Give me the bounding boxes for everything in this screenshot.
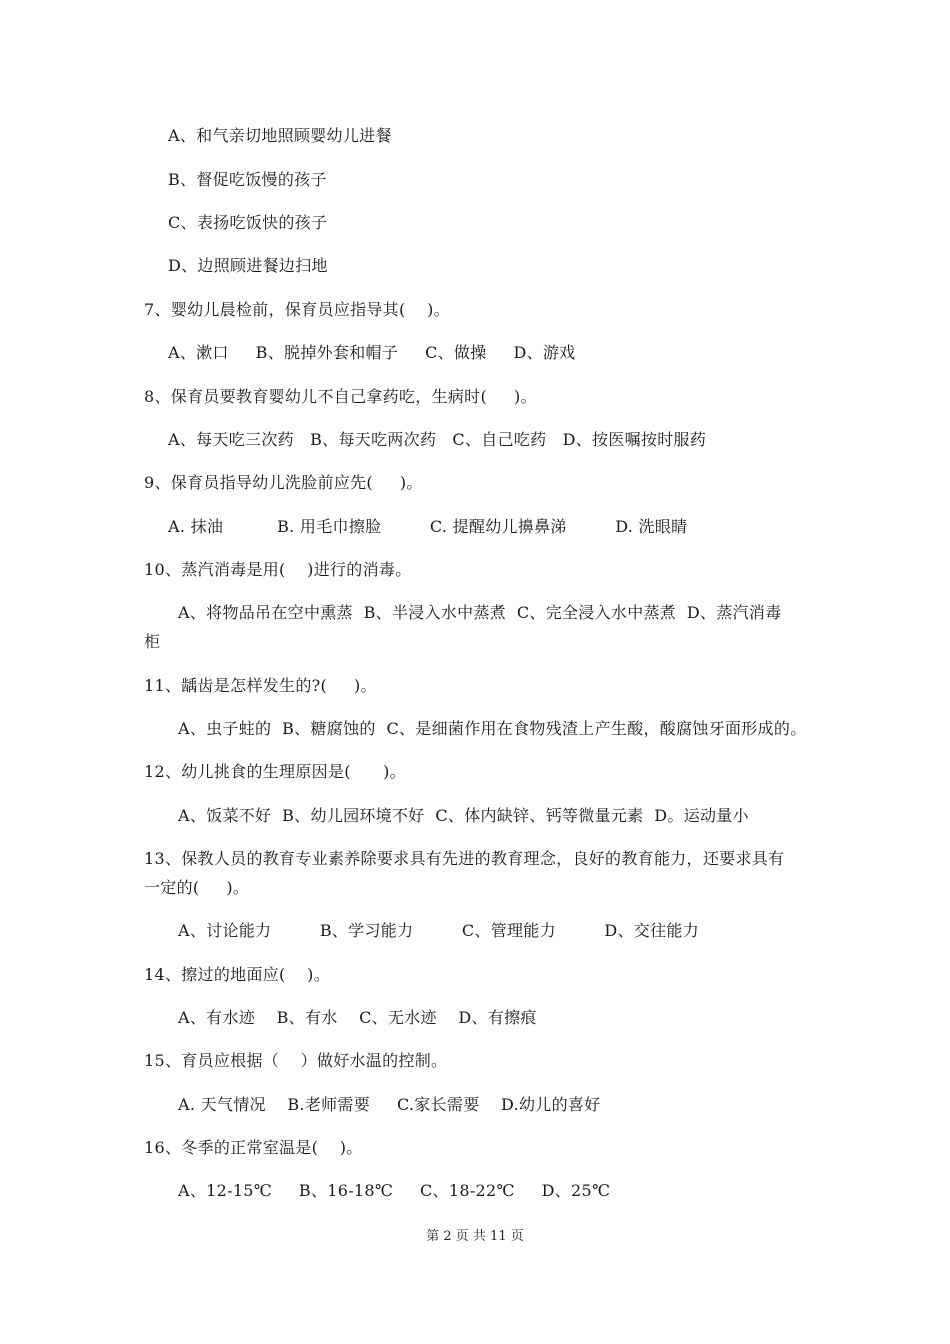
q6-option-b: B、督促吃饭慢的孩子 — [168, 170, 327, 189]
question-10-options-continued: 柜 — [144, 632, 161, 651]
question-8: 8、保育员要教育婴幼儿不自己拿药吃，生病时( )。 — [144, 387, 537, 406]
question-14: 14、擦过的地面应( )。 — [144, 965, 330, 984]
question-16: 16、冬季的正常室温是( )。 — [144, 1138, 363, 1157]
question-13-continued: 一定的( )。 — [144, 878, 250, 897]
q6-option-c: C、表扬吃饭快的孩子 — [168, 213, 328, 232]
question-10: 10、蒸汽消毒是用( )进行的消毒。 — [144, 560, 412, 579]
page-footer: 第 2 页 共 11 页 — [426, 1229, 524, 1244]
question-15-options: A. 天气情况 B.老师需要 C.家长需要 D.幼儿的喜好 — [178, 1095, 601, 1114]
question-13: 13、保教人员的教育专业素养除要求具有先进的教育理念，良好的教育能力，还要求具有 — [144, 849, 785, 868]
question-12-options: A、饭菜不好 B、幼儿园环境不好 C、体内缺锌、钙等微量元素 D。运动量小 — [178, 806, 749, 825]
question-8-options: A、每天吃三次药 B、每天吃两次药 C、自己吃药 D、按医嘱按时服药 — [168, 430, 707, 449]
question-13-options: A、讨论能力 B、学习能力 C、管理能力 D、交往能力 — [178, 921, 700, 940]
question-9-options: A. 抹油 B. 用毛巾擦脸 C. 提醒幼儿擤鼻涕 D. 洗眼睛 — [168, 517, 688, 536]
question-14-options: A、有水迹 B、有水 C、无水迹 D、有擦痕 — [178, 1008, 537, 1027]
q6-option-a: A、和气亲切地照顾婴幼儿进餐 — [168, 126, 392, 145]
question-16-options: A、12-15℃ B、16-18℃ C、18-22℃ D、25℃ — [178, 1181, 611, 1200]
question-11-options: A、虫子蛀的 B、糖腐蚀的 C、是细菌作用在食物残渣上产生酸，酸腐蚀牙面形成的。 — [178, 719, 807, 738]
question-7-options: A、漱口 B、脱掉外套和帽子 C、做操 D、游戏 — [168, 343, 576, 362]
question-9: 9、保育员指导幼儿洗脸前应先( )。 — [144, 473, 423, 492]
question-7: 7、婴幼儿晨检前，保育员应指导其( )。 — [144, 300, 450, 319]
question-15: 15、育员应根据（ ）做好水温的控制。 — [144, 1051, 448, 1070]
question-10-options: A、将物品吊在空中熏蒸 B、半浸入水中蒸煮 C、完全浸入水中蒸煮 D、蒸汽消毒 — [178, 603, 782, 622]
question-12: 12、幼儿挑食的生理原因是( )。 — [144, 762, 406, 781]
q6-option-d: D、边照顾进餐边扫地 — [168, 256, 328, 275]
question-11: 11、龋齿是怎样发生的?( )。 — [144, 676, 377, 695]
